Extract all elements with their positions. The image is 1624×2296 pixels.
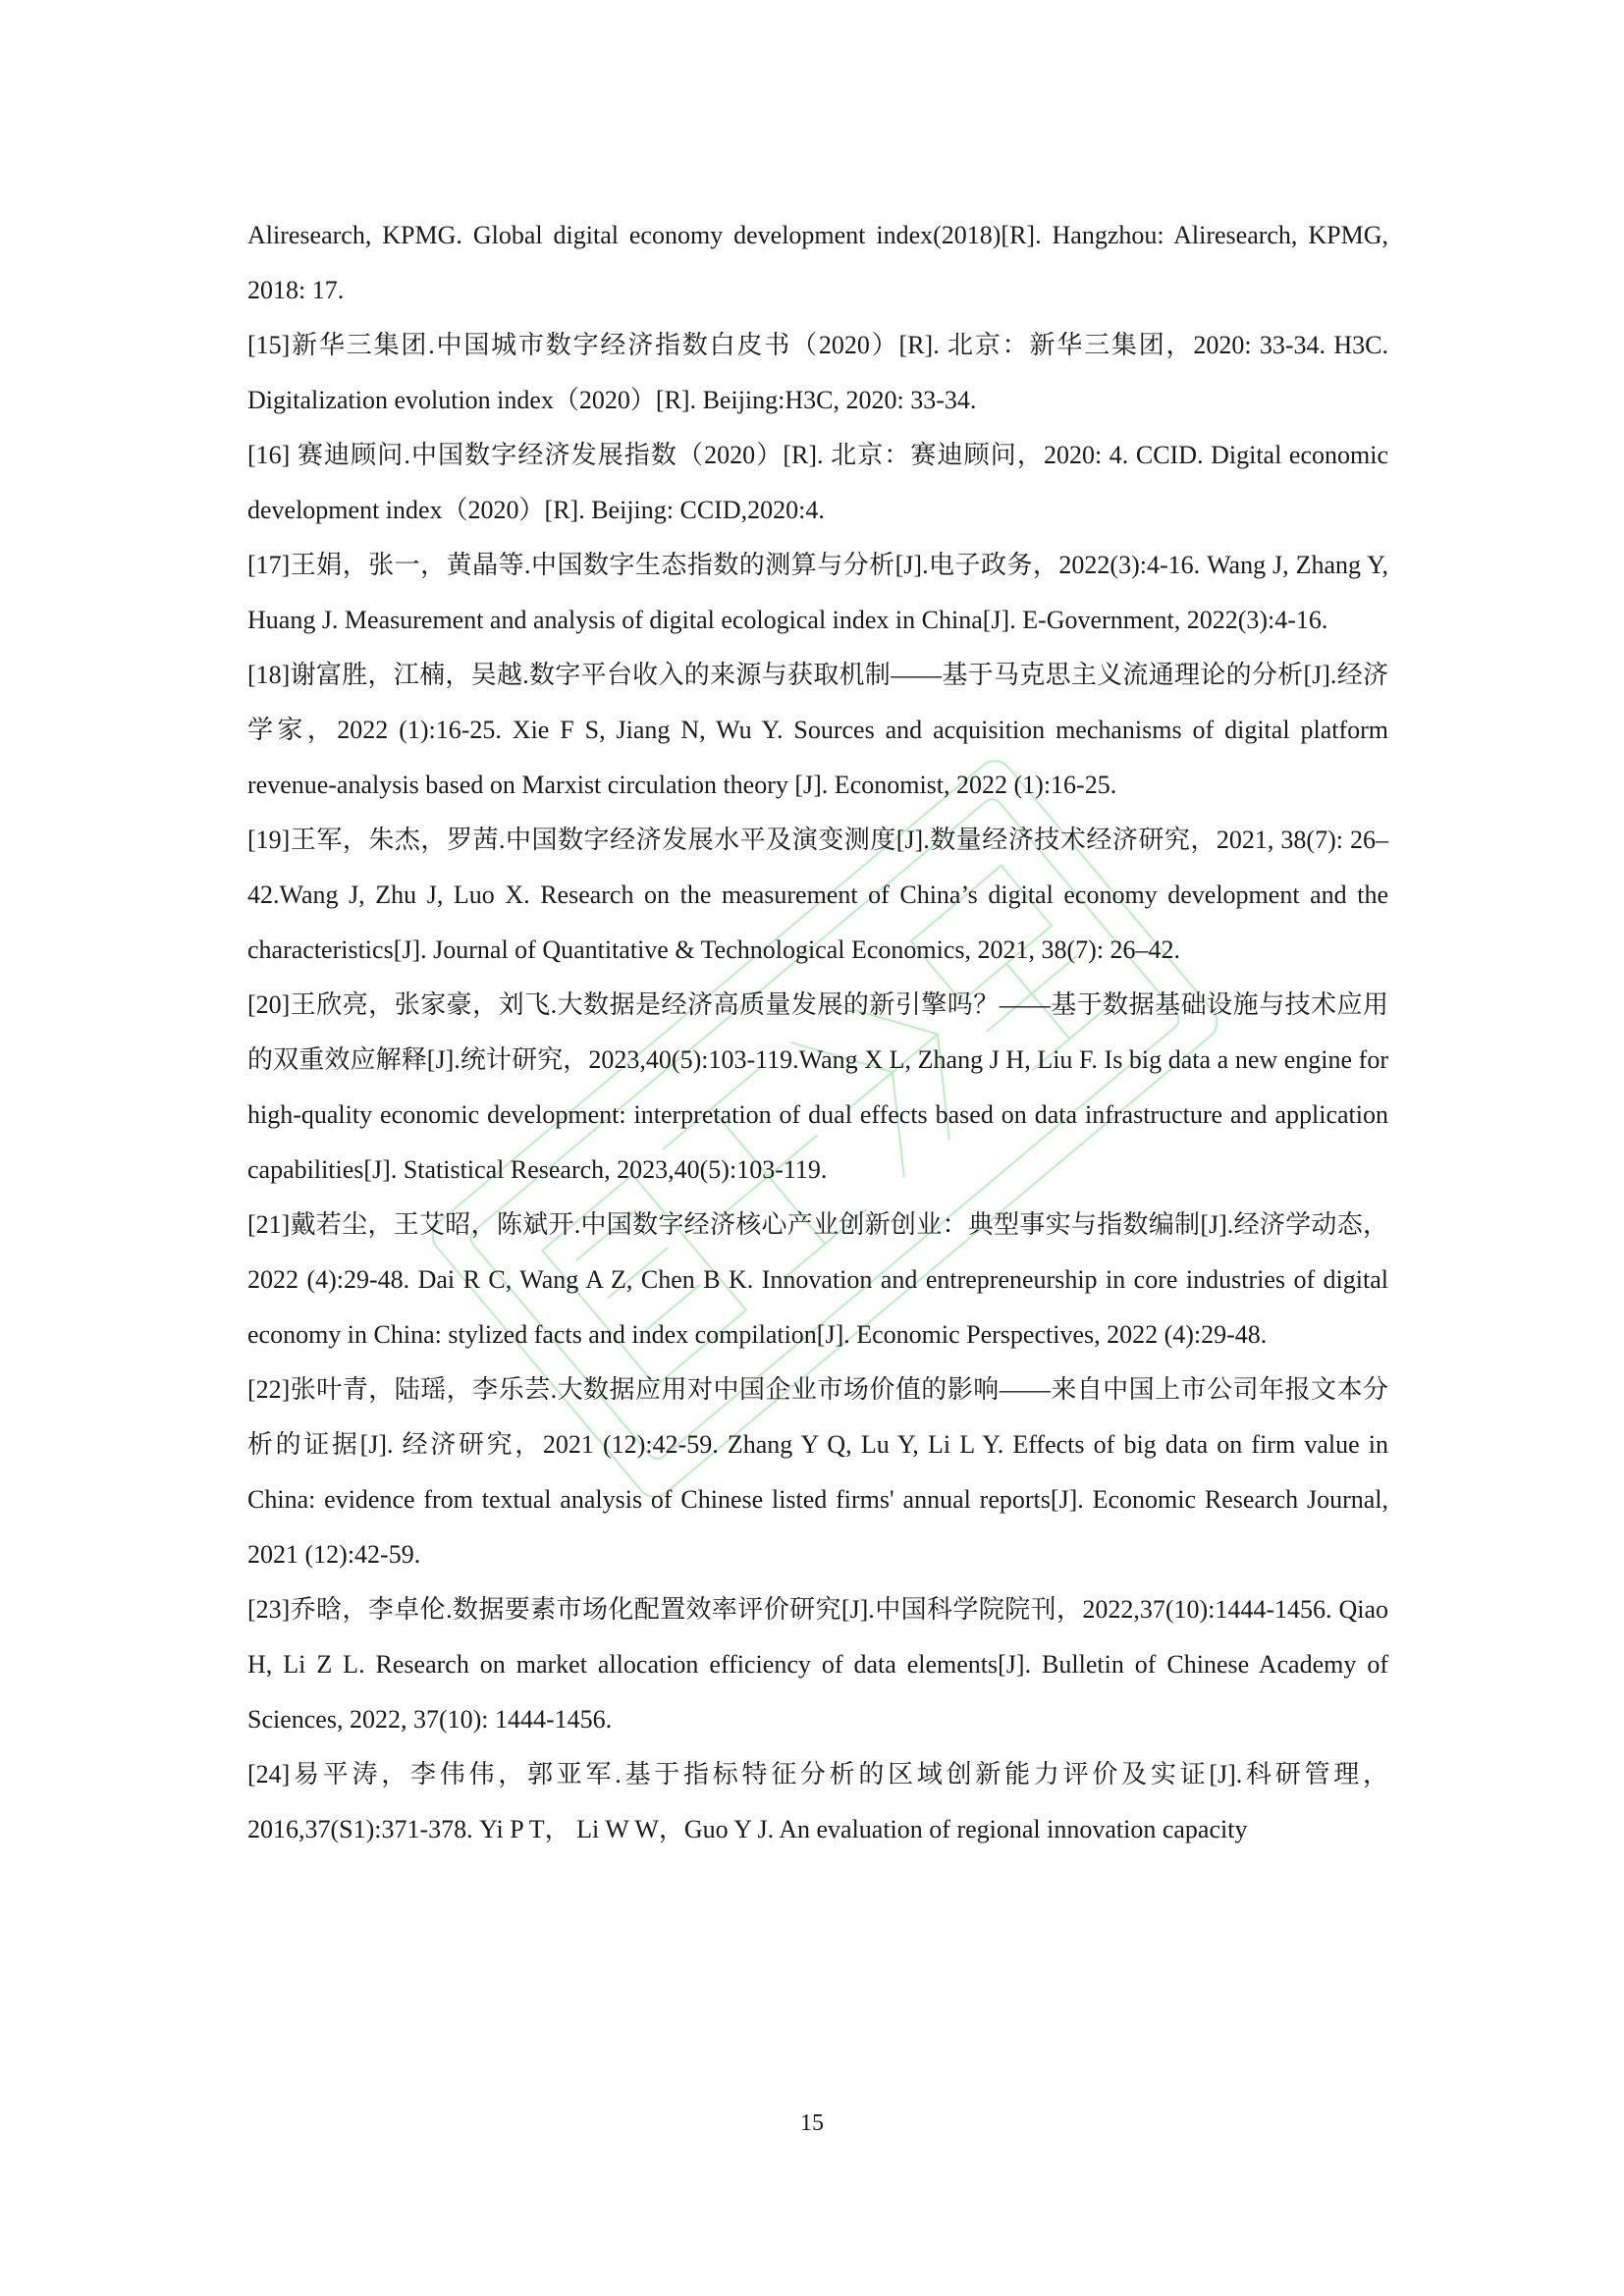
page-number: 15 [800,2110,824,2136]
reference-entry: [22]张叶青，陆瑶，李乐芸.大数据应用对中国企业市场价值的影响——来自中国上市公司年报文本分析的证据[J]. 经济研究，2021 (12):42-59. Zhang Y Q, Lu Y, Li L Y. Effects of big data on firm value in China: evidence from textual analysis of Chinese listed firms' annual reports[J]. Economic Research Journal, 2021 (12):42-59. [247,1375,1388,1569]
reference-entry: [20]王欣亮，张家豪，刘飞.大数据是经济高质量发展的新引擎吗？——基于数据基础设施与技术应用的双重效应解释[J].统计研究，2023,40(5):103-119.Wang X L, Zhang J H, Liu F. Is big data a new engine for high-quality economic development: interpretation of dual effects based on data infrastructure and application capabilities[J]. Statistical Research, 2023,40(5):103-119. [247,990,1388,1184]
reference-entry: [16] 赛迪顾问.中国数字经济发展指数（2020）[R]. 北京：赛迪顾问，2020: 4. CCID. Digital economic development index（2020）[R]. Beijing: CCID,2020:4. [247,441,1388,524]
reference-entry: [21]戴若尘，王艾昭，陈斌开.中国数字经济核心产业创新创业：典型事实与指数编制[J].经济学动态，2022 (4):29-48. Dai R C, Wang A Z, Chen B K. Innovation and entrepreneurship in core industries of digital economy in China: stylized facts and index compilation[J]. Economic Perspectives, 2022 (4):29-48. [247,1210,1388,1349]
reference-entry: Aliresearch, KPMG. Global digital economy development index(2018)[R]. Hangzhou: Aliresearch, KPMG, 2018: 17. [247,221,1388,304]
reference-entry: [17]王娟，张一，黄晶等.中国数字生态指数的测算与分析[J].电子政务，2022(3):4-16. Wang J, Zhang Y, Huang J. Measurement and analysis of digital ecological index in China[J]. E-Government, 2022(3):4-16. [247,551,1388,634]
reference-entry: [23]乔晗，李卓伦.数据要素市场化配置效率评价研究[J].中国科学院院刊，2022,37(10):1444-1456. Qiao H, Li Z L. Research on market allocation efficiency of data elements[J]. Bulletin of Chinese Academy of Sciences, 2022, 37(10): 1444-1456. [247,1595,1388,1734]
reference-entry: [19]王军，朱杰，罗茜.中国数字经济发展水平及演变测度[J].数量经济技术经济研究，2021, 38(7): 26–42.Wang J, Zhu J, Luo X. Research on the measurement of China’s digital economy development and the characteristics[J]. Journal of Quantitative & Technological Economics, 2021, 38(7): 26–42. [247,826,1388,964]
reference-entry: [15]新华三集团.中国城市数字经济指数白皮书（2020）[R]. 北京：新华三集团，2020: 33-34. H3C. Digitalization evolution index（2020）[R]. Beijing:H3C, 2020: 33-34. [247,331,1388,414]
reference-list [247,208,1388,1857]
reference-entry: [18]谢富胜，江楠，吴越.数字平台收入的来源与获取机制——基于马克思主义流通理论的分析[J].经济学家，2022 (1):16-25. Xie F S, Jiang N, Wu Y. Sources and acquisition mechanisms of digital platform revenue-analysis based on Marxist circulation theory [J]. Economist, 2022 (1):16-25. [247,661,1388,799]
reference-entry: [24]易平涛，李伟伟，郭亚军.基于指标特征分析的区域创新能力评价及实证[J].科研管理，2016,37(S1):371-378. Yi P T， Li W W，Guo Y J. An evaluation of regional innovation capacity [247,1760,1388,1843]
